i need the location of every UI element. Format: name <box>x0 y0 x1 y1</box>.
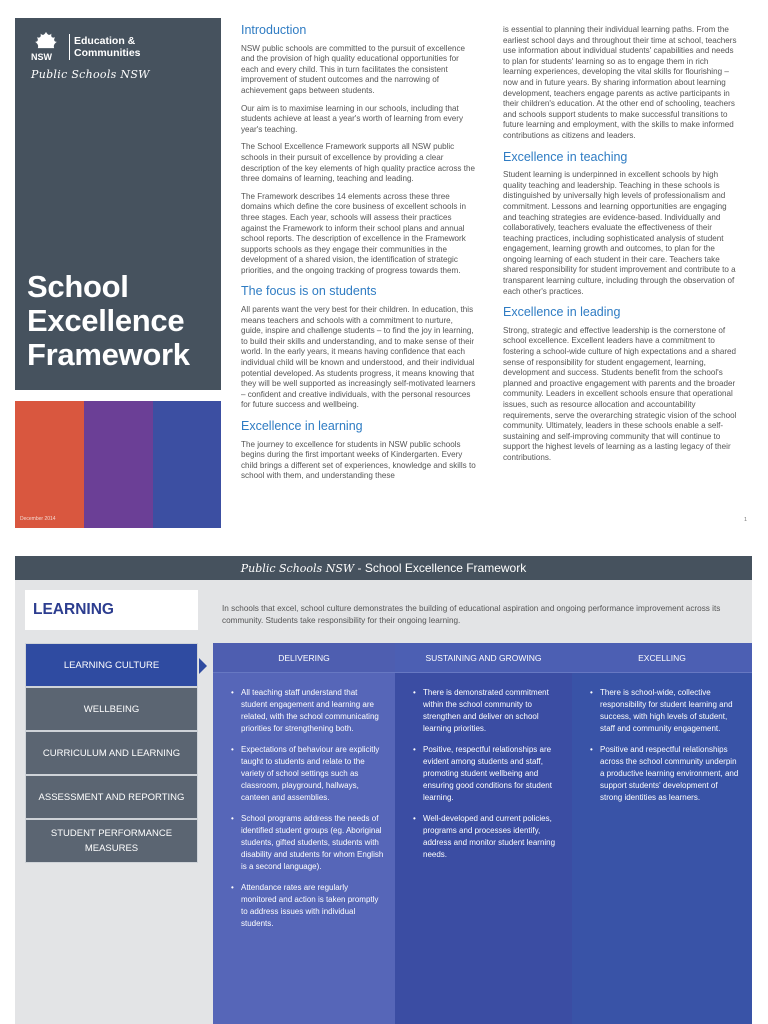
paragraph: Strong, strategic and effective leadership is the cornerstone of school excellence. Excellent leaders have a commitment to fostering a school-wide culture of high expectations and a shared sense of responsibility for student engagement, learning, development and success. Students benefit from the school's planned and proactive engagement with parents and the broader community. Leaders in excellent schools ensure that operational issues, such as resource allocation and accountability requirements, serve the overarching strategic vision of the school community. Ultimately, leaders in these schools enable a self-sustaining and self-improving community that will continue to support the highest levels of learning as a lasting legacy of their contributions. <box>503 325 737 462</box>
menu-learning-culture[interactable]: LEARNING CULTURE <box>25 643 198 687</box>
paragraph: Our aim is to maximise learning in our schools, including that students achieve at least a year's worth of learning from every year's teaching. <box>241 103 463 134</box>
cover-title-line-3: Framework <box>27 337 190 372</box>
list-item: • Positive, respectful relationships are evident among students and staff, promoting student wellbeing and ensuring good conditions for student learning. <box>417 744 562 804</box>
paragraph: All parents want the very best for their children. In education, this means teachers and schools with a commitment to nurture, guide, inspire and challenge students – to find the joy in learning, to build their skills and understanding, and to make sense of their world. In the early years, it means having confidence that each individual child will be known and understood, and their individual potential developed. As students progress, it means knowing that they will be well supported as increasingly self-motivated learners – confident and creative individuals, with the personal resources for future success and wellbeing. <box>241 305 476 410</box>
list-item: • There is demonstrated commitment within the school community to strengthen and deliver on school learning priorities. <box>417 687 562 735</box>
column-sustaining-and-growing <box>395 643 572 1024</box>
nsw-wordmark: NSW <box>31 52 52 62</box>
logo-divider <box>69 34 70 60</box>
text-column-1 <box>241 25 477 489</box>
public-schools-script: Public Schools NSW <box>31 68 150 81</box>
department-line-1: Education & <box>74 35 136 47</box>
paragraph: Student learning is underpinned in excellent schools by high quality teaching and leadership. Teaching in these schools is distinguished by universally high levels of professionalism and commitment. Lessons and learning opportunities are engaging and teaching strategies are evidence-based. Individually and collaboratively, teachers evaluate the effectiveness of their teaching practices, including sophisticated analysis of student engagement, learning growth and outcomes, to plan for the ongoing learning of each student in their care. Teachers take shared responsibility for student improvement and contribute to a transparent learning culture, including through the observation of each other's practices. <box>503 170 736 296</box>
column-header: DELIVERING <box>213 643 395 673</box>
menu-curriculum-and-learning[interactable]: CURRICULUM AND LEARNING <box>25 731 198 775</box>
framework-page <box>15 556 752 1024</box>
stripe-purple <box>84 401 153 528</box>
bullet-list <box>213 673 395 930</box>
cover-title <box>27 270 190 372</box>
stripe-blue <box>153 401 221 528</box>
learning-intro: In schools that excel, school culture demonstrates the building of educational aspiration and ongoing performance improvement across its community. Students take responsibility for their ongoing learning. <box>222 604 721 625</box>
department-line-2: Communities <box>74 47 141 59</box>
list-item: • There is school-wide, collective responsibility for student learning and success, with high levels of student, staff and community engagement. <box>594 687 742 735</box>
introduction-heading: Introduction <box>241 23 307 37</box>
waratah-icon <box>31 30 61 50</box>
cover-title-line-1: School <box>27 269 129 304</box>
cover-panel <box>15 18 221 390</box>
list-item: • All teaching staff understand that student engagement and learning are related, with the school communicating priorities for strengthening both. <box>235 687 385 735</box>
list-item: • Attendance rates are regularly monitored and action is taken promptly to address issues with individual students. <box>235 882 385 930</box>
learning-elements-bold: LEARNING <box>33 601 114 618</box>
banner-title: - School Excellence Framework <box>354 561 527 575</box>
paragraph: The School Excellence Framework supports all NSW public schools in their pursuit of excellence by providing a clear description of the key elements of high quality practice across the three domains of learning, teaching and leading. <box>241 142 475 184</box>
column-header: EXCELLING <box>572 643 752 673</box>
paragraph: is essential to planning their individual learning paths. From the earliest school days and throughout their time at school, teachers use information about individual students' capabilities and needs to plan for students' learning so as to engage them in rich learning experiences, developing the vital skills for flourishing – now and in future years. By sharing information about learning development, teachers engage parents as active participants in their children's education. At the other end of schooling, teachers and schools support students to make successful transitions to future learning and employment, with the skills to make informed contributions as citizens and leaders. <box>503 25 737 140</box>
paragraph: The journey to excellence for students in NSW public schools begins during the first important weeks of Kindergarten. Every child brings a different set of experiences, knowledge and skills to school with them, and understanding these <box>241 439 476 481</box>
page-number: 1 <box>744 517 748 523</box>
focus-heading: The focus is on students <box>241 284 377 299</box>
color-stripes <box>15 401 221 528</box>
list-item: • Positive and respectful relationships across the school community underpin a productive learning environment, and support students' development of strong identities as learners. <box>594 744 742 804</box>
paragraph: NSW public schools are committed to the pursuit of excellence and the provision of high quality educational opportunities for each and every child. This in turn facilitates the consistent improvement of student outcomes and the narrowing of achievement gaps between students. <box>241 43 466 95</box>
column-header: SUSTAINING AND GROWING <box>395 643 572 673</box>
stripe-orange <box>15 401 84 528</box>
teaching-heading: Excellence in teaching <box>503 149 628 164</box>
leading-heading: Excellence in leading <box>503 305 621 320</box>
list-item: • School programs address the needs of identified student groups (eg. Aboriginal students, gifted students, students with disability and students for whom English is a second language). <box>235 813 385 873</box>
bullet-list <box>572 673 752 804</box>
bullet-list <box>395 673 572 861</box>
menu-student-performance-measures[interactable]: STUDENT PERFORMANCE MEASURES <box>25 819 198 863</box>
learning-heading: Excellence in learning <box>241 419 363 433</box>
column-delivering <box>213 643 395 1024</box>
text-column-2 <box>503 25 739 471</box>
page-banner <box>15 556 752 580</box>
department-name <box>74 35 141 59</box>
banner-script: Public Schools NSW <box>240 562 355 575</box>
menu-assessment-and-reporting[interactable]: ASSESSMENT AND REPORTING <box>25 775 198 819</box>
list-item: • Expectations of behaviour are explicitly taught to students and relate to the variety of school settings such as classroom, playground, hallways, canteen and assemblies. <box>235 744 385 804</box>
list-item: • Well-developed and current policies, programs and processes identify, address and monitor student learning needs. <box>417 813 562 861</box>
cover-title-line-2: Excellence <box>27 303 185 338</box>
nsw-logo <box>31 30 141 64</box>
learning-elements-title <box>25 590 198 630</box>
menu-wellbeing[interactable]: WELLBEING <box>25 687 198 731</box>
paragraph: The Framework describes 14 elements across these three domains which define the core business of excellent schools in three stages. Each year, schools will assess their practices against the Framework to inform their school plans and annual school reports. The description of excellence in the Framework supports schools as they engage their communities in the development of a shared vision, the identification of strategic priorities, and the ongoing tracking of progress towards them. <box>241 191 466 275</box>
active-indicator-arrow <box>199 658 207 674</box>
publication-date: December 2014 <box>20 516 56 522</box>
column-excelling <box>572 643 752 1024</box>
